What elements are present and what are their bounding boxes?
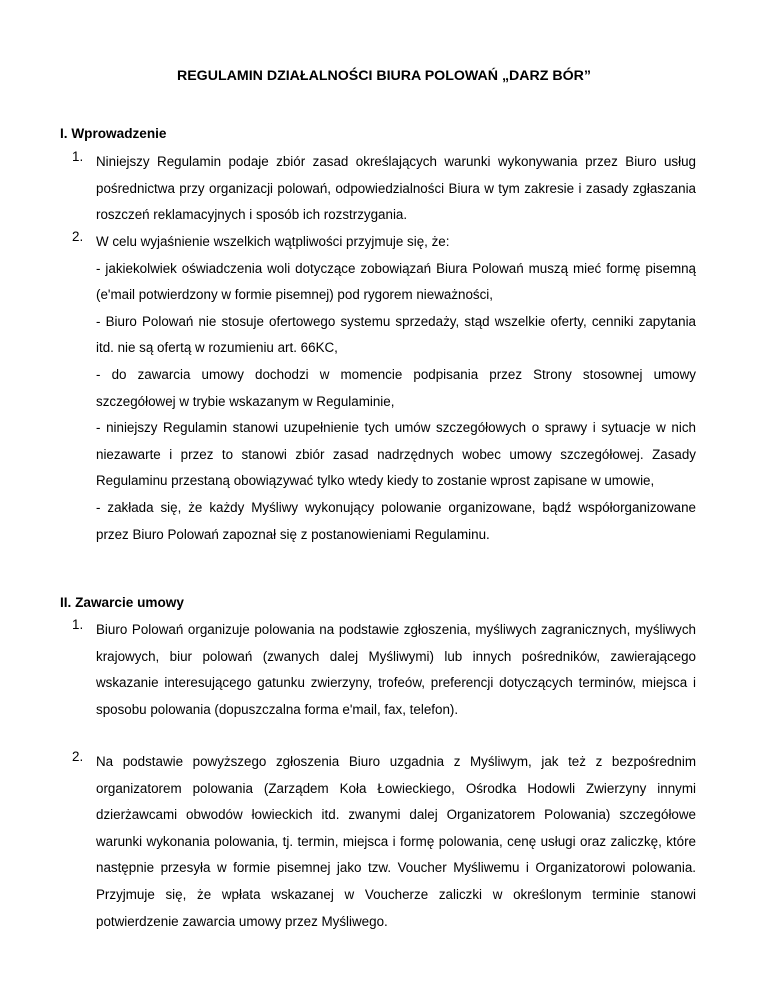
list-item-number: 2. [72,229,84,244]
document-title: REGULAMIN DZIAŁALNOŚCI BIURA POLOWAŃ „DARZ BÓR” [176,68,592,84]
paragraph: Niniejszy Regulamin podaje zbiór zasad określających warunki wykonywania przez Biuro usług pośrednictwa przy organizacji polowań, odpowiedzialności Biura w tym zakresie i zasady zgłaszania roszczeń reklamacyjnych i sposób ich rozstrzygania. [96,154,696,223]
list-item-number: 1. [72,617,84,632]
list-item [72,749,696,935]
list-item [72,149,696,229]
paragraph: - do zawarcia umowy dochodzi w momencie podpisania przez Strony stosownej umowy szczegółowej w trybie wskazanym w Regulaminie, [96,366,696,409]
paragraph: - jakiekolwiek oświadczenia woli dotyczące zobowiązań Biura Polowań muszą mieć formę pisemną (e'mail potwierdzony w formie pisemnej) pod rygorem nieważności, [96,260,696,303]
list-item-number: 2. [72,749,84,764]
paragraph: - Biuro Polowań nie stosuje ofertowego systemu sprzedaży, stąd wszelkie oferty, cenniki zapytania itd. nie są ofertą w rozumieniu art. 66KC, [96,313,696,356]
paragraph: W celu wyjaśnienie wszelkich wątpliwości przyjmuje się, że: [96,234,450,249]
paragraph: - zakłada się, że każdy Myśliwy wykonujący polowanie organizowane, bądź współorganizowane przez Biuro Polowań zapoznał się z postanowieniami Regulaminu. [96,499,696,542]
list-item-number: 1. [72,149,84,164]
section-heading-introduction: I. Wprowadzenie [60,126,167,141]
list-item [72,617,696,723]
paragraph: - niniejszy Regulamin stanowi uzupełnienie tych umów szczegółowych o sprawy i sytuacje w nich niezawarte i przez to stanowi zbiór zasad nadrzędnych wobec umowy szczegółowej. Zasady Regulaminu przestaną obowiązywać tylko wtedy kiedy to zostanie wprost zapisane w umowie, [96,420,696,489]
paragraph: Na podstawie powyższego zgłoszenia Biuro uzgadnia z Myśliwym, jak też z bezpośrednim organizatorem polowania (Zarządem Koła Łowieckiego, Ośrodka Hodowli Zwierzyny innymi dzierżawcami obwodów łowieckich itd. zwanymi dalej Organizatorem Polowania) szczegółowe warunki wykonania polowania, tj. termin, miejsca i formę polowania, cenę usługi oraz zaliczkę, które następnie przesyła w formie pisemnej jako tzw. Voucher Myśliwemu i Organizatorowi polowania. Przyjmuje się, że wpłata wskazanej w Voucherze zaliczki w określonym terminie stanowi potwierdzenie zawarcia umowy przez Myśliwego. [96,754,696,929]
section-heading-contract: II. Zawarcie umowy [60,595,184,610]
paragraph: Biuro Polowań organizuje polowania na podstawie zgłoszenia, myśliwych zagranicznych, myśliwych krajowych, biur polowań (zwanych dalej Myśliwymi) lub innych pośredników, zawierającego wskazanie interesującego gatunku zwierzyny, trofeów, preferencji dotyczących terminów, miejsca i sposobu polowania (dopuszczalna forma e'mail, fax, telefon). [96,622,696,717]
list-item [72,229,696,548]
